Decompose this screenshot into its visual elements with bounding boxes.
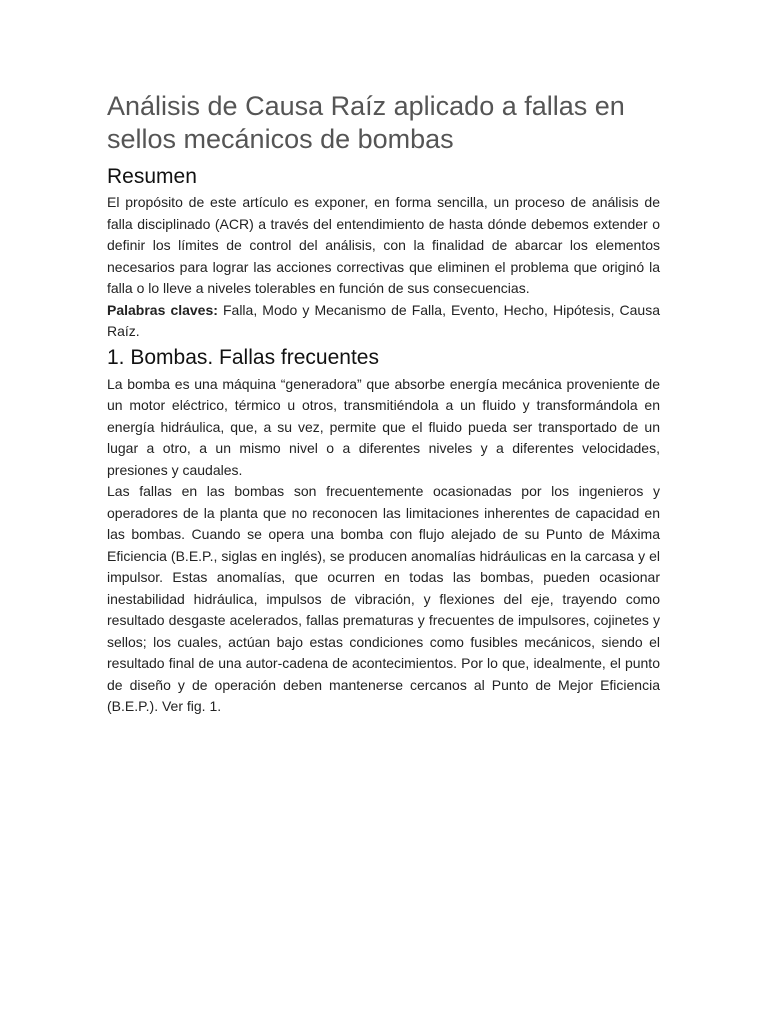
section-1-paragraph-2: Las fallas en las bombas son frecuentemente ocasionadas por los ingenieros y operadores de la planta que no reconocen las limitaciones inherentes de capacidad en las bombas. Cuando se opera una bomba con flujo alejado de su Punto de Máxima Eficiencia (B.E.P., siglas en inglés), se producen anomalías hidráulicas en la carcasa y el impulsor. Estas anomalías, que ocurren en todas las bombas, pueden ocasionar inestabilidad hidráulica, impulsos de vibración, y flexiones del eje, trayendo como resultado desgaste acelerados, fallas prematuras y frecuentes de impulsores, cojinetes y sellos; los cuales, actúan bajo estas condiciones como fusibles mecánicos, siendo el resultado final de una autor-cadena de acontecimientos. Por lo que, idealmente, el punto de diseño y de operación deben mantenerse cercanos al Punto de Mejor Eficiencia (B.E.P.). Ver fig. 1. (107, 483, 660, 714)
section-1-heading: 1. Bombas. Fallas frecuentes (107, 345, 379, 369)
section-1-paragraph-1: La bomba es una máquina “generadora” que absorbe energía mecánica proveniente de un motor eléctrico, térmico u otros, transmitiéndola a un fluido y transformándola en energía hidráulica, que, a su vez, permite que el fluido pueda ser transportado de un lugar a otro, a un mismo nivel o a diferentes niveles y a diferentes velocidades, presiones y caudales. (107, 375, 660, 478)
document-page (107, 90, 660, 718)
keywords-paragraph (107, 300, 660, 343)
abstract-text: El propósito de este artículo es exponer, en forma sencilla, un proceso de análisis de falla disciplinado (ACR) a través del entendimiento de hasta dónde debemos extender o definir los límites de control del análisis, con la finalidad de abarcar los elementos necesarios para lograr las acciones correctivas que eliminen el problema que originó la falla o lo lleve a niveles tolerables en función de sus consecuencias. (107, 194, 660, 296)
abstract-heading: Resumen (107, 165, 197, 188)
keywords-label: Palabras claves: (107, 301, 218, 318)
document-title: Análisis de Causa Raíz aplicado a fallas en sellos mecánicos de bombas (107, 91, 625, 154)
keywords-list: Falla, Modo y Mecanismo de Falla, Evento, Hecho, Hipótesis, Causa Raíz. (107, 301, 660, 339)
